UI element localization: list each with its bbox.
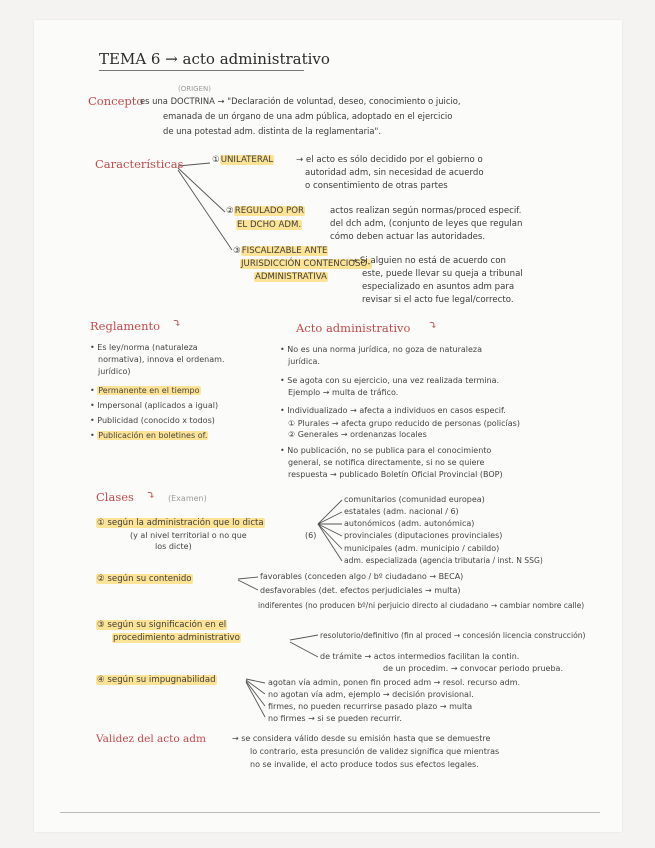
acto-item-4: • No publicación, no se publica para el conocimiento [280,446,492,455]
clases-1-item-6: adm. especializada (agencia tributaria / inst. N SSG) [344,556,543,565]
validez-line-2: lo contrario, esta presunción de validez significa que mientras [250,747,500,756]
caract-3-desc-3: especializado en asuntos adm para [362,282,515,292]
clases-1-item-4: provinciales (diputaciones provinciales) [344,531,503,540]
acto-heading: Acto administrativo [296,321,411,335]
caract-1-desc-1: → el acto es sólo decidido por el gobierno o [296,155,483,165]
caract-3-name: ③FISCALIZABLE ANTE [233,246,328,256]
reglamento-item-2: • Permanente en el tiempo [90,386,200,395]
concepto-line-1: es una DOCTRINA → "Declaración de voluntad, deseo, conocimiento o juicio, [140,96,461,106]
acto-item-2: • Se agota con su ejercicio, una vez realizada termina. [280,376,500,385]
clases-1-item-2: estatales (adm. nacional / 6) [344,507,459,516]
caract-2-name: ②REGULADO POR [226,206,304,216]
acto-arrow-icon: ⤵ [428,318,438,332]
caract-1-name: ①UNILATERAL [212,155,274,165]
clases-heading: Clases [96,490,134,504]
concepto-heading: Concepto [88,94,144,108]
clases-note: (Examen) [168,494,207,503]
validez-line-3: no se invalide, el acto produce todos sus efectos legales. [250,760,479,769]
concepto-note: (ORIGEN) [178,85,211,93]
clases-1-sub-2: los dicte) [155,542,192,551]
validez-heading: Validez del acto adm [96,733,206,745]
clases-4-item-4: no firmes → si se pueden recurrir. [268,714,402,723]
clases-3-item-2: de trámite → actos intermedios facilitan la contin. [320,652,520,661]
clases-1-item-3: autonómicos (adm. autonómica) [344,519,475,528]
acto-item-3: • Individualizado → afecta a individuos en casos especif. [280,406,506,415]
clases-1-item-1: comunitarios (comunidad europea) [344,495,485,504]
reglamento-item-1: • Es ley/norma (naturaleza [90,343,198,352]
acto-item-3a: ① Plurales → afecta grupo reducido de personas (policías) [288,419,520,428]
acto-item-4b: general, se notifica directamente, si no se quiere [288,458,485,467]
bottom-rule [60,812,600,813]
clases-4-item-3: firmes, no pueden recurrirse pasado plazo → multa [268,702,473,711]
caracteristicas-heading: Características [95,157,184,171]
clases-2-item-1: favorables (conceden algo / bº ciudadano → BECA) [260,572,464,581]
concepto-line-2: emanada de un órgano de una adm pública, adoptado en el ejercicio [163,111,453,121]
clases-1-label: ① según la administración que lo dicta [97,518,264,528]
clases-1-sub-1: (y al nivel territorial o no que [130,531,247,540]
clases-3-item-3: de un procedim. → convocar periodo prueba. [383,664,563,673]
reglamento-heading: Reglamento [90,319,161,333]
clases-4-item-2: no agotan vía adm, ejemplo → decisión provisional. [268,690,474,699]
caract-1-desc-2: autoridad adm, sin necesidad de acuerdo [305,168,484,178]
clases-1-item-5: municipales (adm. municipio / cabildo) [344,544,500,553]
clases-arrow-icon: ⤵ [146,488,156,502]
caract-3-desc-2: este, puede llevar su queja a tribunal [362,269,523,279]
concepto-line-3: de una potestad adm. distinta de la reglamentaria". [163,126,381,136]
acto-item-4c: respuesta → publicado Boletín Oficial Provincial (BOP) [288,470,503,479]
reglamento-item-5: • Publicación en boletines of. [90,431,208,440]
validez-line-1: → se considera válido desde su emisión hasta que se demuestre [232,734,491,743]
clases-4-item-1: agotan vía admin, ponen fin proced adm → resol. recurso adm. [268,678,521,687]
caract-1-desc-3: o consentimiento de otras partes [305,181,448,191]
acto-item-2b: Ejemplo → multa de tráfico. [288,388,399,397]
caract-2-desc-2: del dch adm, (conjunto de leyes que regulan [330,219,523,229]
clases-3-label-1: ③ según su significación en el [97,620,227,630]
clases-2-item-2: desfavorables (det. efectos perjudiciales → multa) [260,586,461,595]
clases-4-label: ④ según su impugnabilidad [97,675,216,685]
clases-1-count: (6) [305,531,317,540]
reglamento-item-4: • Publicidad (conocido x todos) [90,416,215,425]
acto-item-3b: ② Generales → ordenanzas locales [288,430,427,439]
caract-2-desc-3: cómo deben actuar las autoridades. [330,232,486,242]
acto-item-1: • No es una norma jurídica, no goza de naturaleza [280,345,483,354]
acto-item-1b: jurídica. [288,357,320,366]
title-underline [99,70,304,71]
clases-3-item-1: resolutorio/definitivo (fin al proced → concesión licencia construcción) [320,631,586,640]
clases-3-label-2: procedimiento administrativo [113,633,240,643]
reglamento-item-1c: jurídico) [98,367,131,376]
reglamento-item-1b: normativa), innova el ordenam. [98,355,225,364]
caract-2-desc-1: actos realizan según normas/proced especif. [330,206,522,216]
page-title: TEMA 6 → acto administrativo [99,50,330,68]
clases-2-label: ② según su contenido [97,574,192,584]
reglamento-item-3: • Impersonal (aplicados a igual) [90,401,219,410]
caract-3-name2: JURISDICCIÓN CONTENCIOSO- [241,259,371,269]
caract-2-name2: EL DCHO ADM. [237,220,302,230]
caract-3-desc-4: revisar si el acto fue legal/correcto. [362,295,514,305]
caract-3-desc-1: → Si alguien no está de acuerdo con [350,256,506,266]
caract-3-name3: ADMINISTRATIVA [255,272,327,282]
reglamento-arrow-icon: ⤵ [172,316,182,330]
clases-2-item-3: indiferentes (no producen bº/ni perjuicio directo al ciudadano → cambiar nombre calle) [258,601,585,610]
